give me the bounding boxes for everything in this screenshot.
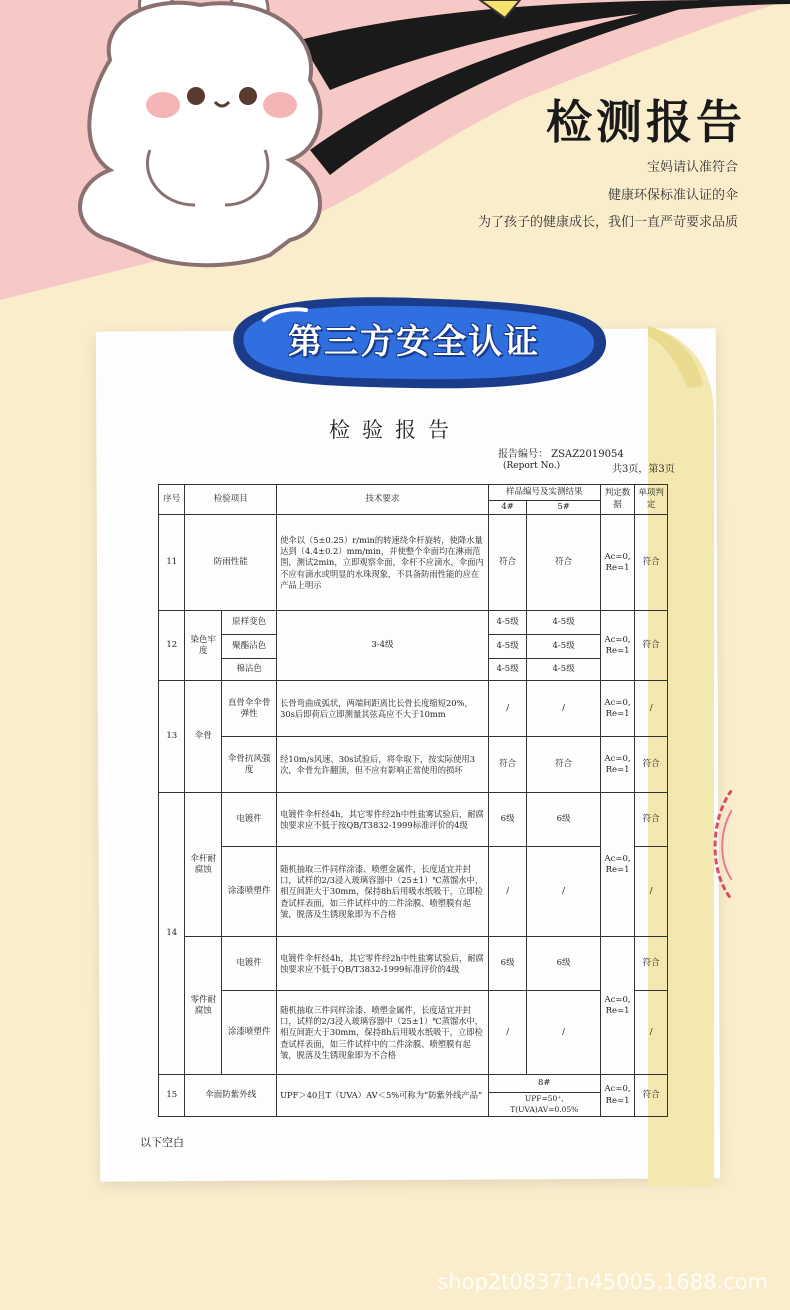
cell-sample-a: 符合 [488,515,527,611]
cell-item: 染色牢度 [185,611,222,681]
seal-stamp-icon [702,790,732,900]
cell-result: 符合 [635,793,668,847]
page-title: 检测报告 [546,95,746,149]
cell-sample-a: / [488,847,527,937]
cell-item: 伞骨 [185,681,222,793]
shop-watermark: shop2t08371n45005.1688.com [437,1270,768,1294]
table-row [159,937,668,991]
cell-item: 防雨性能 [185,515,277,611]
cell-sample-b: 符合 [527,515,600,611]
cell-judge-data: Ac=0, Re=1 [600,611,635,681]
cell-sample-b: / [527,847,600,937]
cell-requirement: 电镀件伞杆经4h，其它零件经2h中性盐雾试验后，耐腐蚀要求应不低于按QB/T3832-1999标准评价的4级 [277,793,489,847]
header-single-judge: 单项判定 [635,485,668,515]
cell-requirement: 电镀件伞杆经4h，其它零件经2h中性盐雾试验后，耐腐蚀要求应不低于QB/T3832-1999标准评价的4级 [277,937,489,991]
slogan-line: 健康环保标准认证的伞 [607,188,738,203]
cell-judge-data: Ac=0, Re=1 [600,737,635,793]
report-title: 检验报告 [329,418,461,442]
cell-sample-a: 符合 [488,737,527,793]
cell-seq: 15 [159,1075,185,1116]
slogan-line: 宝妈请认准符合 [646,160,738,175]
cell-requirement: 随机抽取三件同样涂漆、喷塑金属件，长度适宜并封口，试样的2/3浸入玻璃容器中（25±1）℃蒸馏水中，相互间距大于30mm，保持8h后用吸水纸吸干，立即检查试样表面，如三件试样中的二件涂膜、喷塑膜有起皱，脱落及生锈现象即为不合格 [277,991,489,1075]
cell-sub-item: 原样变色 [222,611,277,635]
cell-sample-b: / [527,681,600,737]
table-row [159,793,668,847]
cell-sample-a: 4-5级 [488,659,527,681]
header-requirement: 技术要求 [277,485,489,515]
cell-requirement: UPF＞40且T（UVA）AV＜5%可称为“防紫外线产品” [277,1075,489,1116]
report-number-en: (Report No.) [503,461,561,471]
cell-sample-a: 4-5级 [488,635,527,659]
cell-sub-item: 电镀件 [222,793,277,847]
cell-sub-item: 棉沾色 [222,659,277,681]
cell-sub-item: 直骨伞伞骨弹性 [222,681,277,737]
cell-result: / [635,681,668,737]
end-note: 以下空白 [140,1136,184,1149]
cell-sub-item: 涂漆喷塑件 [222,991,277,1075]
cell-seq: 11 [159,515,185,611]
cell-seq: 13 [159,681,185,793]
cell-requirement: 随机抽取三件同样涂漆、喷塑金属件，长度适宜并封口，试样的2/3浸入玻璃容器中（25±1）℃蒸馏水中，相互间距大于30mm，保持8h后用吸水纸吸干，立即检查试样表面，如三件试样中的二件涂膜、喷塑膜有起皱，脱落及生锈现象即为不合格 [277,847,489,937]
cell-result: 符合 [635,611,668,681]
page-info: 共3页，第3页 [612,464,675,475]
cell-result: / [635,847,668,937]
table-row [159,611,668,635]
table-row [159,737,668,793]
cell-seq: 14 [159,793,185,1075]
badge-label: 第三方安全认证 [288,322,540,362]
cell-judge-data: Ac=0, Re=1 [600,1075,635,1116]
cell-judge-data: Ac=0, Re=1 [600,937,635,1075]
cell-sample-a: 6级 [488,793,527,847]
table-row [159,681,668,737]
cell-result: 符合 [635,937,668,991]
cell-sample-b: 符合 [527,737,600,793]
bunny-mascot-icon [80,0,320,265]
cell-judge-data: Ac=0, Re=1 [600,793,635,937]
cell-sample-a: 6级 [488,937,527,991]
cell-judge-data: Ac=0, Re=1 [600,681,635,737]
cell-sub-item: 伞骨抗风强度 [222,737,277,793]
cell-sample-b: / [527,991,600,1075]
header-seq: 序号 [159,485,185,515]
header-item: 检验项目 [185,485,277,515]
cell-sample-a: 4-5级 [488,611,527,635]
cell-measured-value: UPF=50⁺, T(UVA)AV=0.05% [488,1093,600,1116]
header-sample-group: 样品编号及实测结果 [488,485,600,501]
cell-result: 符合 [635,1075,668,1116]
table-row [159,515,668,611]
cell-sample-b: 4-5级 [527,659,600,681]
cell-sample-a: / [488,991,527,1075]
table-row [159,1075,668,1093]
cell-result: 符合 [635,515,668,611]
cell-requirement: 长骨弯曲成弧状，两端间距离比长骨长度缩短20%，30s后即荷后立即测量其弦高应不大于10mm [277,681,489,737]
cell-result: 符合 [635,737,668,793]
cell-seq: 12 [159,611,185,681]
cell-sample-a: / [488,681,527,737]
cell-result: / [635,991,668,1075]
table-row [159,847,668,937]
cell-sample-b: 4-5级 [527,611,600,635]
cell-sub-item: 涂漆喷塑件 [222,847,277,937]
table-row [159,991,668,1075]
header-sample-b: 5# [527,501,600,515]
cell-sub-item: 聚酯沾色 [222,635,277,659]
cell-requirement: 3-4级 [277,611,489,681]
cell-sample-b: 4-5级 [527,635,600,659]
cell-item: 伞面防紫外线 [185,1075,277,1116]
certification-badge [214,286,614,398]
cell-sub-item: 电镀件 [222,937,277,991]
cell-sample: 8# [488,1075,600,1093]
header-sample-a: 4# [488,501,527,515]
cell-item: 伞杆耐腐蚀 [185,793,222,937]
cell-sample-b: 6级 [527,937,600,991]
cell-requirement: 使伞以（5±0.25）r/min的转速绕伞杆旋转，使降水量达到（4.4±0.2）mm/min，并使整个伞面均在淋雨范围，测试2min，立即观察伞面，伞杆不应滴水，伞面内不应有滴水或明显的水珠现象，不具备防雨性能的应在产品上明示 [277,515,489,611]
inspection-table [158,484,668,1117]
cell-sample-b: 6级 [527,793,600,847]
cell-requirement: 经10m/s风速、30s试验后，将伞取下，按实际使用3次，伞骨允许翻顶，但不应有影响正常使用的损坏 [277,737,489,793]
cell-judge-data: Ac=0, Re=1 [600,515,635,611]
report-number: 报告编号： ZSAZ2019054 [498,449,624,460]
header-judge-data: 判定数据 [600,485,635,515]
slogan-line: 为了孩子的健康成长，我们一直严苛要求品质 [477,215,738,230]
cell-item: 零件耐腐蚀 [185,937,222,1075]
